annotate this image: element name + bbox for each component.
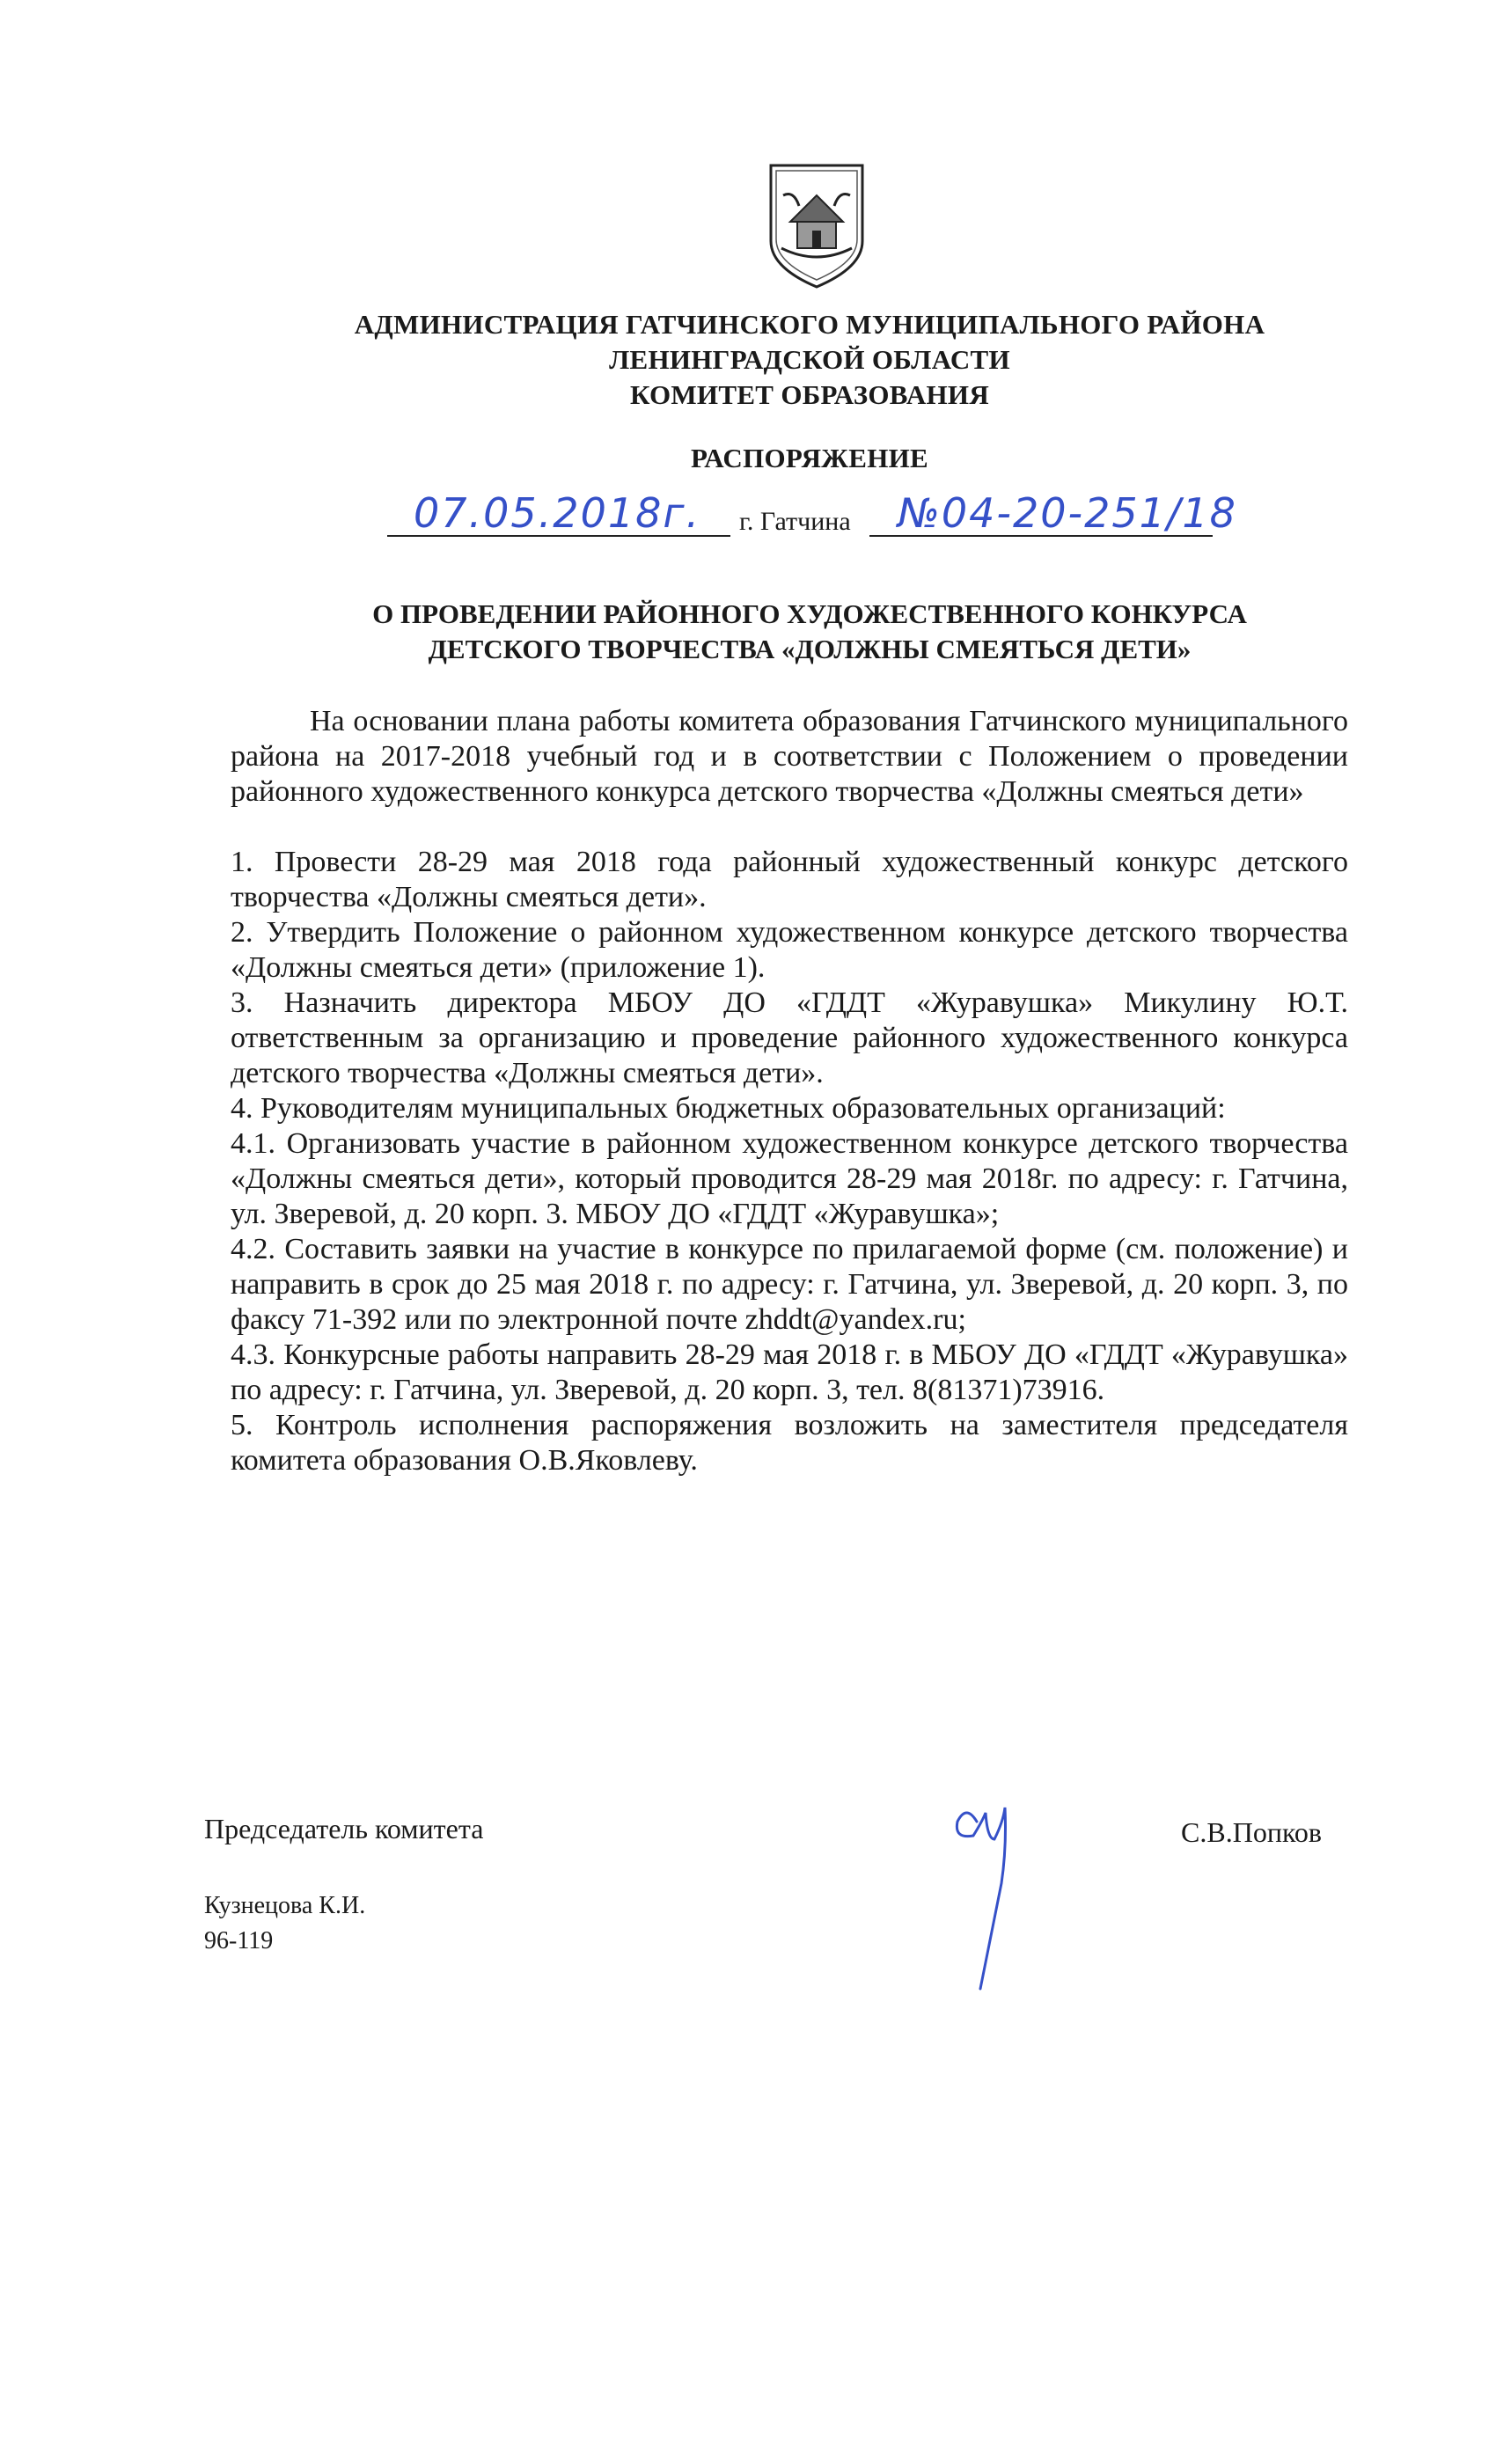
committee-name: КОМИТЕТ ОБРАЗОВАНИЯ: [629, 379, 990, 410]
item-4-2: 4.2. Составить заявки на участие в конкурсе по прилагаемой форме (см. положение) и направить в срок до 25 мая 2018 г. по адресу: г. Гатчина, ул. Зверевой, д. 20 корп. 3, по факсу 71-392 или по электронной почте zhddt@yandex.ru;: [231, 1233, 1348, 1336]
signer-name: С.В.Попков: [1181, 1816, 1322, 1848]
executor-phone: 96-119: [204, 1927, 274, 1954]
org-name-line-2: ЛЕНИНГРАДСКОЙ ОБЛАСТИ: [609, 344, 1010, 375]
handwritten-date: 07.05.2018г.: [414, 489, 701, 537]
signature-row: [204, 1813, 1322, 1857]
preamble: На основании плана работы комитета образования Гатчинского муниципального района на 2017-2018 учебный год и в соответствии с Положением о проведении районного художественного конкурса детского творчества «Должны смеяться дети»: [231, 705, 1348, 808]
city: г. Гатчина: [739, 507, 851, 536]
org-name-line-1: АДМИНИСТРАЦИЯ ГАТЧИНСКОГО МУНИЦИПАЛЬНОГО РАЙОНА: [354, 309, 1265, 340]
handwritten-doc-number: №04-20-251/18: [898, 489, 1237, 537]
item-5: 5. Контроль исполнения распоряжения возложить на заместителя председателя комитета образования О.В.Яковлеву.: [231, 1409, 1348, 1477]
document-title-line-1: О ПРОВЕДЕНИИ РАЙОННОГО ХУДОЖЕСТВЕННОГО КОНКУРСА: [372, 598, 1247, 629]
document-title-line-2: ДЕТСКОГО ТВОРЧЕСТВА «ДОЛЖНЫ СМЕЯТЬСЯ ДЕТИ»: [428, 634, 1192, 664]
item-3: 3. Назначить директора МБОУ ДО «ГДДТ «Журавушка» Микулину Ю.Т. ответственным за организацию и проведение районного художественного конкурса детского творчества «Должны смеяться дети».: [231, 986, 1348, 1089]
executor-info: [204, 1888, 365, 1959]
item-4-1: 4.1. Организовать участие в районном художественном конкурсе детского творчества «Должны смеяться дети», который проводится 28-29 мая 2018г. по адресу: г. Гатчина, ул. Зверевой, д. 20 корп. 3. МБОУ ДО «ГДДТ «Журавушка»;: [231, 1127, 1348, 1230]
signer-position: Председатель комитета: [204, 1813, 484, 1844]
item-2: 2. Утвердить Положение о районном художественном конкурсе детского творчества «Должны смеяться дети» (приложение 1).: [231, 916, 1348, 984]
item-4-3: 4.3. Конкурсные работы направить 28-29 мая 2018 г. в МБОУ ДО «ГДДТ «Журавушка» по адресу: г. Гатчина, ул. Зверевой, д. 20 корп. 3, тел. 8(81371)73916.: [231, 1338, 1348, 1406]
document-type: РАСПОРЯЖЕНИЕ: [690, 443, 929, 473]
date-number-line: [387, 489, 1267, 542]
coat-of-arms-emblem: [764, 160, 869, 290]
document-body: [231, 704, 1348, 1478]
item-1: 1. Провести 28-29 мая 2018 года районный художественный конкурс детского творчества «Должны смеяться дети».: [231, 846, 1348, 913]
item-4: 4. Руководителям муниципальных бюджетных образовательных организаций:: [231, 1092, 1226, 1125]
handwritten-signature: [950, 1786, 1056, 1998]
executor-name: Кузнецова К.И.: [204, 1892, 366, 1919]
